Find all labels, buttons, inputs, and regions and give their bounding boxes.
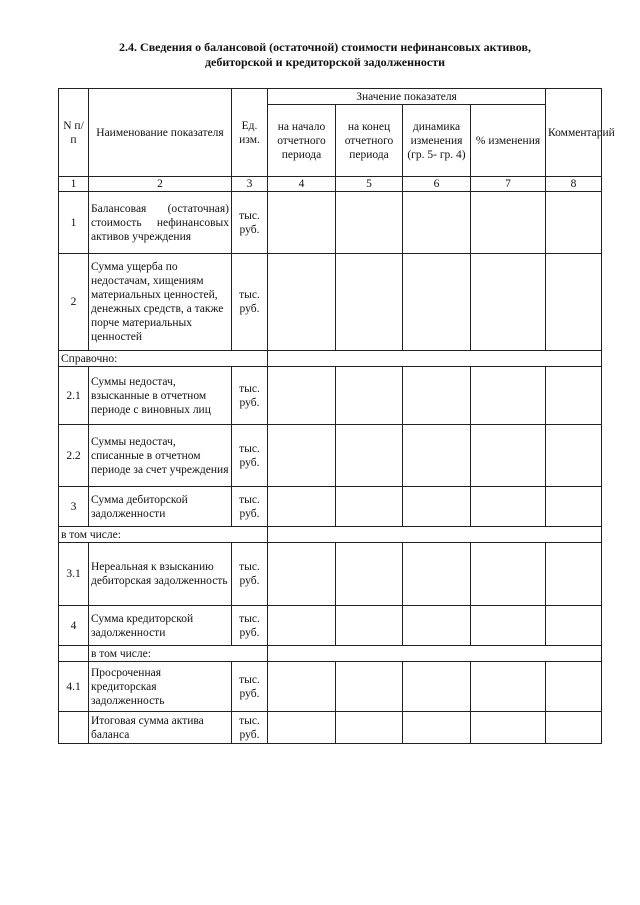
row-name: Сумма кредиторской задолженности — [89, 606, 232, 646]
value-cell — [268, 543, 336, 606]
row-unit: тыс. руб. — [232, 192, 268, 254]
row-unit: тыс. руб. — [232, 487, 268, 527]
section-row — [59, 527, 602, 543]
row-unit: тыс. руб. — [232, 543, 268, 606]
value-cell — [471, 425, 546, 487]
value-cell — [403, 606, 471, 646]
row-num: 2 — [59, 254, 89, 351]
value-cell — [403, 192, 471, 254]
title-line-1: 2.4. Сведения о балансовой (остаточной) стоимости нефинансовых активов, — [119, 40, 531, 54]
table-row — [59, 192, 602, 254]
col-number: 7 — [471, 177, 546, 192]
value-cell — [471, 367, 546, 425]
section-empty — [268, 646, 602, 662]
value-cell — [336, 606, 403, 646]
value-cell — [336, 254, 403, 351]
section-label: в том числе: — [89, 646, 268, 662]
table-row — [59, 606, 602, 646]
section-empty — [268, 351, 602, 367]
row-unit: тыс. руб. — [232, 712, 268, 744]
row-name: Просроченная кредиторская задолженность — [89, 662, 232, 712]
row-name: Балансовая (остаточная) стоимость нефинансовых активов учреждения — [89, 192, 232, 254]
table-row-total — [59, 712, 602, 744]
row-num: 1 — [59, 192, 89, 254]
row-num: 2.2 — [59, 425, 89, 487]
value-cell — [471, 606, 546, 646]
value-cell — [268, 606, 336, 646]
header-comment: Комментарий — [546, 89, 602, 177]
value-cell — [268, 487, 336, 527]
value-cell — [403, 487, 471, 527]
row-unit: тыс. руб. — [232, 425, 268, 487]
value-cell — [336, 543, 403, 606]
value-cell — [471, 487, 546, 527]
row-name: Сумма ущерба по недостачам, хищениям материальных ценностей, денежных средств, а также порче материальных ценностей — [89, 254, 232, 351]
value-cell — [268, 254, 336, 351]
col-number: 4 — [268, 177, 336, 192]
value-cell — [336, 192, 403, 254]
comment-cell — [546, 367, 602, 425]
comment-cell — [546, 192, 602, 254]
table-row — [59, 543, 602, 606]
section-label: Справочно: — [59, 351, 268, 367]
value-cell — [403, 254, 471, 351]
section-row — [59, 646, 602, 662]
header-name: Наименование показателя — [89, 89, 232, 177]
value-cell — [336, 712, 403, 744]
table-row — [59, 662, 602, 712]
value-cell — [471, 543, 546, 606]
title-line-2: дебиторской и кредиторской задолженности — [204, 55, 446, 69]
table-row — [59, 254, 602, 351]
value-cell — [403, 543, 471, 606]
col-number: 5 — [336, 177, 403, 192]
value-cell — [268, 662, 336, 712]
header-group: Значение показателя — [268, 89, 546, 105]
row-num: 2.1 — [59, 367, 89, 425]
col-number: 3 — [232, 177, 268, 192]
row-unit: тыс. руб. — [232, 606, 268, 646]
comment-cell — [546, 662, 602, 712]
value-cell — [403, 712, 471, 744]
value-cell — [336, 367, 403, 425]
row-num — [59, 712, 89, 744]
col-number: 6 — [403, 177, 471, 192]
col-number: 8 — [546, 177, 602, 192]
header-start: на начало отчетного периода — [268, 105, 336, 177]
value-cell — [471, 192, 546, 254]
row-name: Суммы недостач, списанные в отчетном периоде за счет учреждения — [89, 425, 232, 487]
table-row — [59, 425, 602, 487]
row-name: Сумма дебиторской задолженности — [89, 487, 232, 527]
value-cell — [268, 425, 336, 487]
page-title — [60, 40, 590, 70]
value-cell — [268, 367, 336, 425]
comment-cell — [546, 606, 602, 646]
value-cell — [403, 425, 471, 487]
col-number: 1 — [59, 177, 89, 192]
row-unit: тыс. руб. — [232, 254, 268, 351]
value-cell — [403, 367, 471, 425]
value-cell — [471, 662, 546, 712]
row-num: 4 — [59, 606, 89, 646]
value-cell — [471, 712, 546, 744]
row-name: Итоговая сумма актива баланса — [89, 712, 232, 744]
row-unit: тыс. руб. — [232, 662, 268, 712]
row-num: 3 — [59, 487, 89, 527]
header-pct: % изменения — [471, 105, 546, 177]
value-cell — [336, 425, 403, 487]
row-unit: тыс. руб. — [232, 367, 268, 425]
section-empty — [268, 527, 602, 543]
value-cell — [471, 254, 546, 351]
header-num: N п/п — [59, 89, 89, 177]
table-row — [59, 487, 602, 527]
section-num-empty — [59, 646, 89, 662]
value-cell — [268, 712, 336, 744]
section-label: в том числе: — [59, 527, 268, 543]
comment-cell — [546, 543, 602, 606]
value-cell — [403, 662, 471, 712]
row-name: Суммы недостач, взысканные в отчетном периоде с виновных лиц — [89, 367, 232, 425]
col-number: 2 — [89, 177, 232, 192]
header-dyn: динамика изменения (гр. 5- гр. 4) — [403, 105, 471, 177]
row-num: 3.1 — [59, 543, 89, 606]
header-unit: Ед. изм. — [232, 89, 268, 177]
comment-cell — [546, 487, 602, 527]
header-end: на конец отчетного периода — [336, 105, 403, 177]
value-cell — [336, 487, 403, 527]
row-num: 4.1 — [59, 662, 89, 712]
column-numbers-row — [59, 177, 602, 192]
section-row — [59, 351, 602, 367]
row-name: Нереальная к взысканию дебиторская задолженность — [89, 543, 232, 606]
comment-cell — [546, 425, 602, 487]
value-cell — [268, 192, 336, 254]
table-row — [59, 367, 602, 425]
report-table — [58, 88, 615, 744]
value-cell — [336, 662, 403, 712]
comment-cell — [546, 254, 602, 351]
comment-cell — [546, 712, 602, 744]
